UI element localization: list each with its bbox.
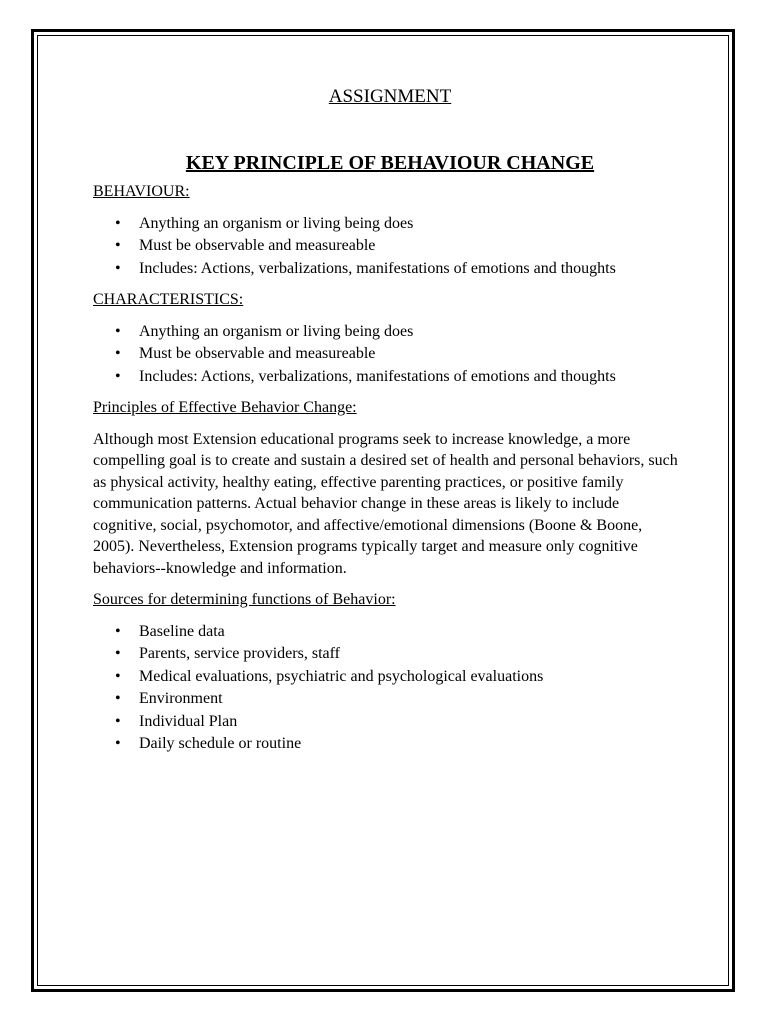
list-item-text: Medical evaluations, psychiatric and psychological evaluations <box>139 667 544 685</box>
bullet-icon: • <box>115 259 121 277</box>
list-item-text: Environment <box>139 690 223 707</box>
bullet-icon: • <box>115 667 121 685</box>
list-item <box>93 213 683 235</box>
behaviour-list <box>93 213 683 280</box>
bullet-icon: • <box>115 214 121 232</box>
list-item <box>93 343 683 365</box>
principles-paragraph: Although most Extension educational programs seek to increase knowledge, a more compelling goal is to create and sustain a desired set of health and personal behaviors, such as physical activity, healthy eating, effective parenting practices, or positive family communication patterns. Actual behavior change in these areas is likely to include cognitive, social, psychomotor, and affective/emotional dimensions (Boone & Boone, 2005). Nevertheless, Extension programs typically target and measure only cognitive behaviors--knowledge and information. <box>93 430 678 577</box>
sources-heading: Sources for determining functions of Behavior: <box>93 591 396 608</box>
bullet-icon: • <box>115 322 121 340</box>
list-item <box>93 321 683 343</box>
list-item-text: Anything an organism or living being does <box>139 322 414 340</box>
behaviour-heading: BEHAVIOUR: <box>93 183 190 200</box>
bullet-icon: • <box>115 237 121 254</box>
list-item-text: Includes: Actions, verbalizations, manifestations of emotions and thoughts <box>139 259 616 277</box>
list-item <box>93 733 683 755</box>
bullet-icon: • <box>115 367 121 385</box>
main-heading: KEY PRINCIPLE OF BEHAVIOUR CHANGE <box>185 151 595 174</box>
bullet-icon: • <box>115 735 121 752</box>
list-item-text: Anything an organism or living being does <box>139 214 414 232</box>
bullet-icon: • <box>115 690 121 707</box>
list-item <box>93 711 683 733</box>
list-item <box>93 366 683 388</box>
list-item <box>93 643 683 665</box>
list-item-text: Individual Plan <box>139 712 238 730</box>
list-item-text: Baseline data <box>139 622 225 640</box>
list-item <box>93 258 683 280</box>
bullet-icon: • <box>115 345 121 362</box>
bullet-icon: • <box>115 712 121 730</box>
list-item <box>93 688 683 710</box>
list-item-text: Includes: Actions, verbalizations, manifestations of emotions and thoughts <box>139 367 616 385</box>
list-item-text: Parents, service providers, staff <box>139 645 340 662</box>
assignment-title: ASSIGNMENT <box>328 86 452 107</box>
list-item-text: Daily schedule or routine <box>139 735 302 752</box>
list-item <box>93 235 683 257</box>
principles-heading: Principles of Effective Behavior Change: <box>93 399 357 416</box>
bullet-icon: • <box>115 645 121 662</box>
sources-list <box>93 621 683 755</box>
characteristics-list <box>93 321 683 388</box>
list-item <box>93 666 683 688</box>
bullet-icon: • <box>115 622 121 640</box>
list-item-text: Must be observable and measureable <box>139 237 376 254</box>
list-item-text: Must be observable and measureable <box>139 345 376 362</box>
list-item <box>93 621 683 643</box>
characteristics-heading: CHARACTERISTICS: <box>93 291 244 308</box>
document-body <box>93 86 683 765</box>
